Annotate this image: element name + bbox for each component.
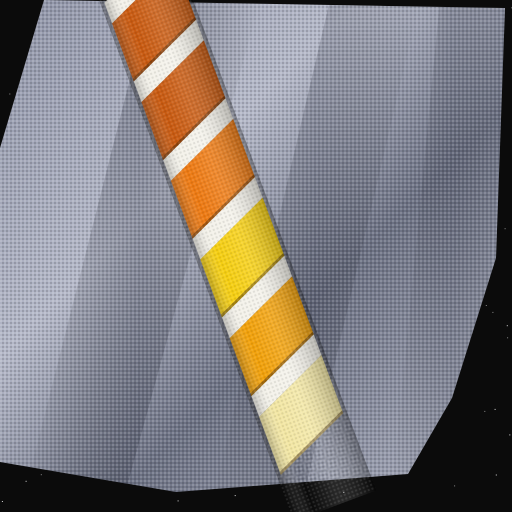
background-speckle (235, 495, 236, 496)
background-speckle (454, 485, 455, 486)
background-speckle (507, 325, 508, 326)
background-speckle (492, 312, 493, 313)
background-speckle (505, 228, 506, 229)
background-speckle (2, 501, 3, 502)
background-speckle (507, 337, 508, 338)
background-speckle (41, 474, 42, 475)
background-speckle (9, 94, 10, 95)
background-speckle (484, 411, 485, 412)
background-speckle (178, 500, 179, 501)
background-speckle (26, 481, 27, 482)
background-speckle (509, 434, 510, 435)
background-speckle (495, 409, 496, 410)
background-speckle (486, 305, 487, 306)
background-speckle (496, 475, 497, 476)
